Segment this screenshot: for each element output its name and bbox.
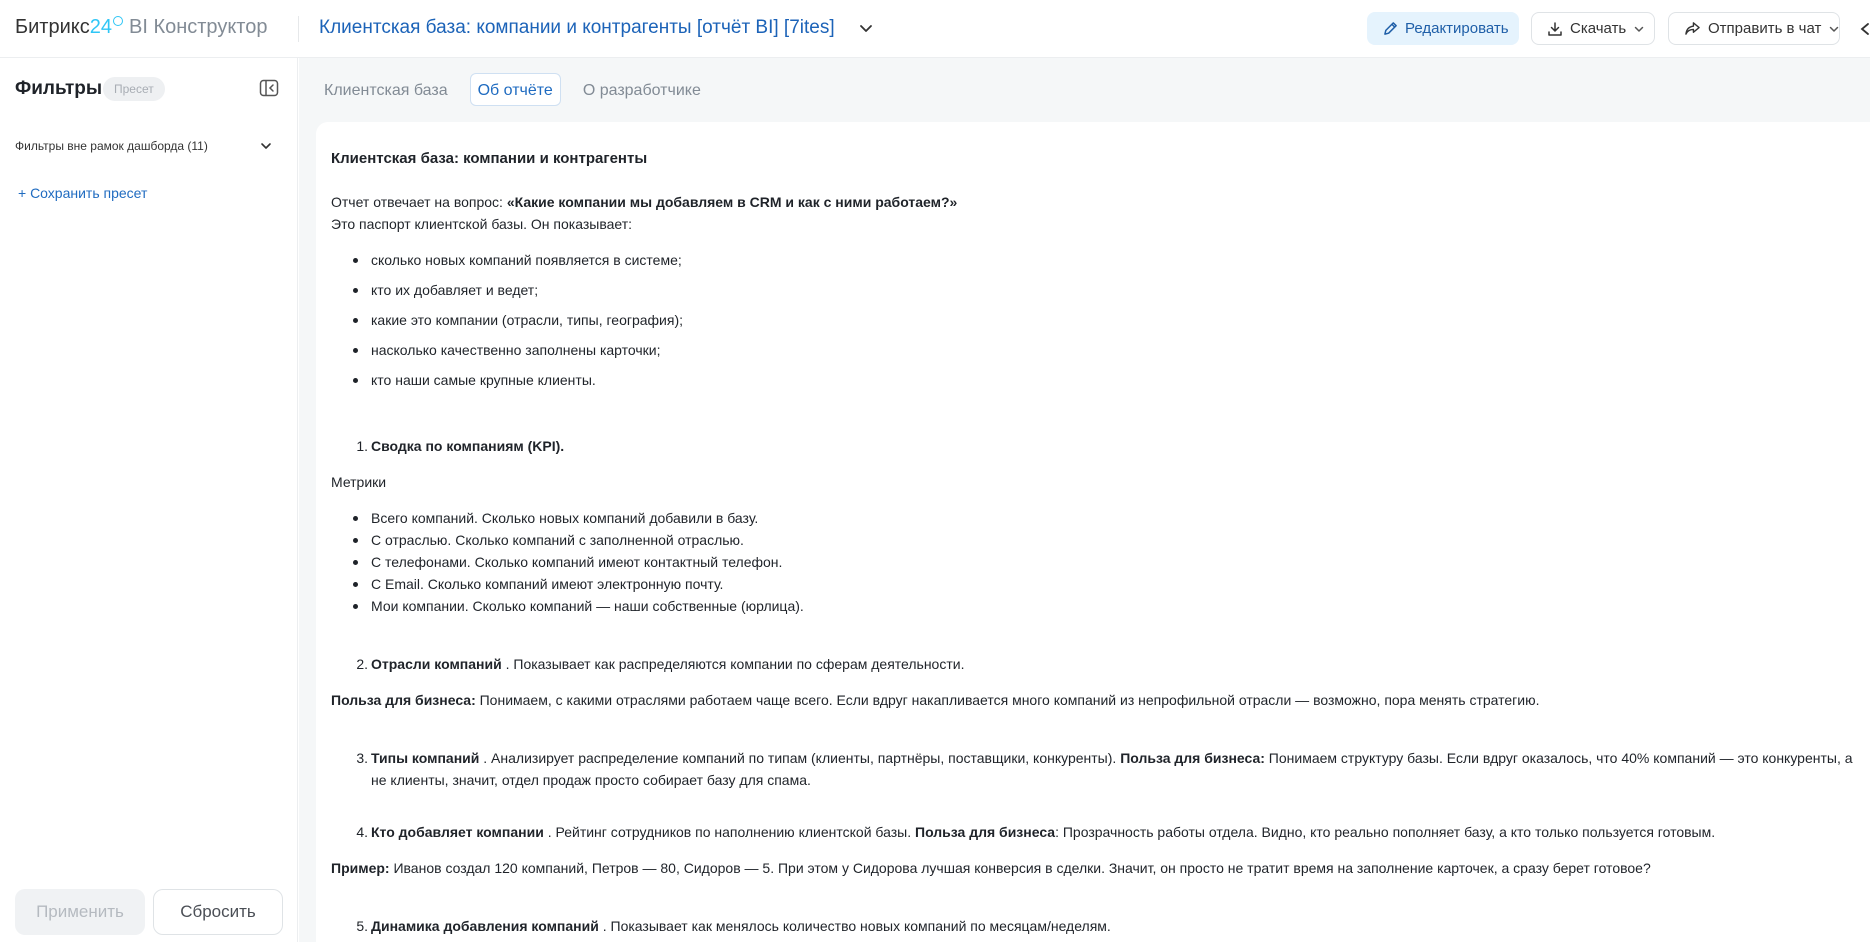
metric-item: Мои компании. Сколько компаний — наши собственные (юрлица).	[371, 595, 804, 617]
section-4	[371, 821, 1715, 843]
product-name: BI Конструктор	[128, 16, 268, 38]
chevron-down-icon	[259, 139, 273, 153]
collapse-sidebar-icon[interactable]	[259, 79, 279, 97]
section-number: 4.	[356, 824, 368, 840]
arrow-icon[interactable]	[1858, 21, 1870, 37]
section-2-title: Отрасли компаний	[371, 656, 502, 672]
intro-line	[331, 191, 957, 213]
section-3-benefit-text: Понимаем структуру базы. Если вдруг оказалось, что 40% компаний — это конкуренты, а не клиенты, значит, отдел продаж просто собирает базу для спама.	[371, 750, 1853, 788]
brand-logo[interactable]	[15, 16, 267, 39]
chevron-down-icon[interactable]	[858, 20, 874, 36]
download-icon	[1547, 21, 1563, 37]
benefit-label: Польза для бизнеса:	[1120, 750, 1265, 766]
pencil-icon	[1383, 21, 1398, 36]
metrics-label: Метрики	[331, 474, 387, 490]
section-2	[371, 653, 964, 675]
report-tabs	[316, 73, 723, 106]
reset-button[interactable]: Сбросить	[153, 889, 283, 935]
tab-about-report[interactable]: Об отчёте	[470, 73, 561, 106]
brand-name: Битрикс	[15, 16, 90, 38]
metric-item: С телефонами. Сколько компаний имеют контактный телефон.	[371, 551, 782, 573]
section-1-title-text: Сводка по компаниям (KPI).	[371, 438, 565, 454]
intro-bullet: сколько новых компаний появляется в системе;	[371, 249, 682, 271]
section-number: 1.	[356, 438, 368, 454]
section-4-title: Кто добавляет компании	[371, 824, 544, 840]
example-line	[331, 857, 1651, 879]
send-label: Отправить в чат	[1708, 20, 1822, 37]
intro-question: «Какие компании мы добавляем в CRM и как с ними работаем?»	[506, 194, 958, 210]
section-number: 2.	[356, 656, 368, 672]
chevron-down-icon	[1828, 23, 1840, 35]
save-preset-link[interactable]: + Сохранить пресет	[18, 185, 148, 201]
benefit-label: Польза для бизнеса:	[331, 692, 476, 708]
apply-button[interactable]: Применить	[15, 889, 145, 935]
section-2-benefit-text: Понимаем, с какими отраслями работаем чаще всего. Если вдруг накапливается много компаний из непрофильной отрасли — возможно, пора менять стратегию.	[475, 692, 1540, 708]
intro-line-2: Это паспорт клиентской базы. Он показывает:	[331, 216, 633, 232]
download-button[interactable]	[1531, 12, 1655, 45]
intro-bullet: насколько качественно заполнены карточки;	[371, 339, 661, 361]
section-5	[371, 915, 1111, 937]
section-3-title: Типы компаний	[371, 750, 480, 766]
intro-bullet: какие это компании (отрасли, типы, география);	[371, 309, 683, 331]
intro-prefix: Отчет отвечает на вопрос:	[331, 194, 507, 210]
filters-title: Фильтры	[15, 78, 103, 99]
section-2-benefit	[331, 689, 1540, 711]
metric-item: Всего компаний. Сколько новых компаний добавили в базу.	[371, 507, 758, 529]
section-3	[371, 747, 1870, 791]
download-label: Скачать	[1570, 20, 1627, 37]
intro-bullet: кто наши самые крупные клиенты.	[371, 369, 596, 391]
section-3-text: . Анализирует распределение компаний по типам (клиенты, партнёры, поставщики, конкуренты).	[479, 750, 1121, 766]
example-label: Пример:	[331, 860, 390, 876]
tab-client-base[interactable]: Клиентская база	[324, 82, 448, 99]
doc-heading: Клиентская база: компании и контрагенты	[331, 150, 648, 167]
tab-about-developer[interactable]: О разработчике	[582, 82, 701, 99]
section-4-text: . Рейтинг сотрудников по наполнению клиентской базы.	[543, 824, 915, 840]
metric-item: С отраслью. Сколько компаний с заполненной отраслью.	[371, 529, 744, 551]
section-number: 5.	[356, 918, 368, 934]
brand-number: 24	[89, 16, 112, 38]
section-5-text: . Показывает как менялось количество новых компаний по месяцам/неделям.	[598, 918, 1111, 934]
section-2-text: . Показывает как распределяются компании по сферам деятельности.	[501, 656, 965, 672]
metric-item: С Email. Сколько компаний имеют электронную почту.	[371, 573, 723, 595]
top-header	[0, 0, 1870, 58]
header-divider	[298, 16, 299, 42]
section-number: 3.	[356, 750, 368, 766]
report-title[interactable]: Клиентская база: компании и контрагенты [отчёт BI] [7ites]	[319, 17, 835, 38]
benefit-label: Польза для бизнеса	[915, 824, 1056, 840]
example-text: Иванов создал 120 компаний, Петров — 80, Сидоров — 5. При этом у Сидорова лучшая конверсия в сделки. Значит, он просто не тратит время на заполнение карточек, а сразу берет готовое?	[389, 860, 1651, 876]
outside-filters-toggle[interactable]	[15, 135, 273, 157]
filters-sidebar	[0, 58, 298, 942]
share-icon	[1684, 21, 1701, 36]
section-5-title: Динамика добавления компаний	[371, 918, 599, 934]
section-4-benefit-text: : Прозрачность работы отдела. Видно, кто реально пополняет базу, а кто только пользуется готовым.	[1055, 824, 1716, 840]
edit-button[interactable]	[1367, 12, 1519, 45]
outside-filters-label: Фильтры вне рамок дашборда (11)	[15, 139, 208, 153]
chevron-down-icon	[1633, 23, 1645, 35]
edit-label: Редактировать	[1405, 20, 1509, 37]
send-to-chat-button[interactable]	[1668, 12, 1840, 45]
clock-icon	[113, 16, 123, 26]
intro-bullet: кто их добавляет и ведет;	[371, 279, 538, 301]
section-1-title	[371, 435, 564, 457]
preset-badge: Пресет	[103, 77, 165, 101]
